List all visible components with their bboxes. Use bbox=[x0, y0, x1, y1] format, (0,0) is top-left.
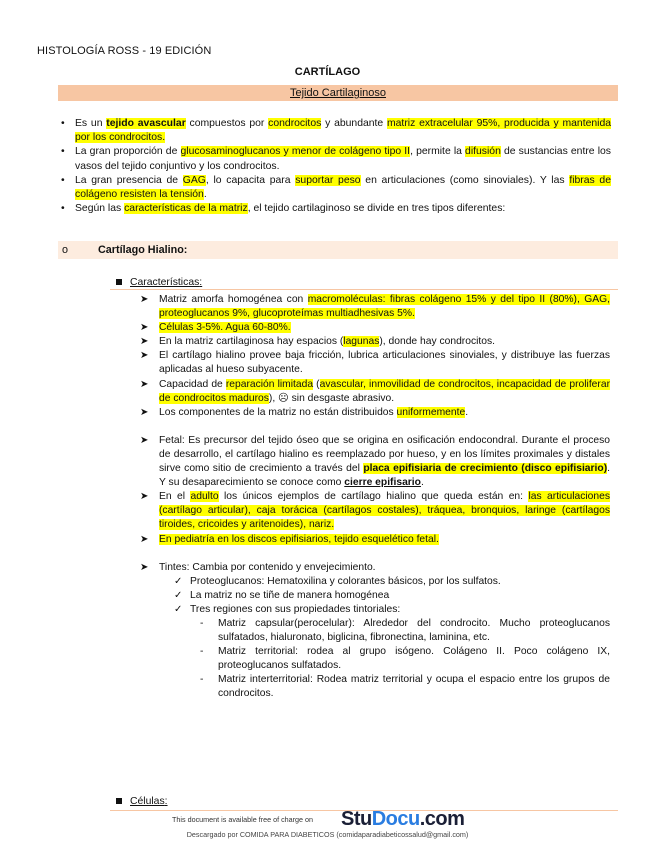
text-run: condrocitos bbox=[268, 118, 322, 129]
text-run: . bbox=[465, 406, 469, 418]
text-run: Según las bbox=[75, 203, 125, 215]
footer-note: This document is available free of charge on bbox=[172, 815, 314, 824]
text-run: La gran presencia de bbox=[75, 174, 183, 186]
text-run: . bbox=[420, 477, 424, 489]
text-run: Los componentes de la matriz no están distribuidos bbox=[159, 406, 397, 418]
text-run: avascular, inmovilidad de condrocitos, incapacidad de proliferar de condrocitos maduros bbox=[159, 378, 610, 404]
text-run: adulto bbox=[190, 491, 219, 503]
text-run: glucosaminoglucanos y menor de colágeno tipo II bbox=[180, 146, 411, 158]
text-run: macromoléculas: fibras colágeno 15% y del tipo II (80%), GAG, proteoglucanos 9%, glucoproteímas multiadhesivas 5%. bbox=[159, 294, 610, 320]
text-run: tejido avascular bbox=[106, 118, 186, 129]
text-run: En el bbox=[159, 491, 191, 503]
text-run: los únicos ejemplos de cartílago hialino que queda están en: bbox=[218, 491, 529, 503]
text-run: , el tejido cartilaginoso se divide en tres tipos diferentes: bbox=[247, 203, 506, 215]
characteristics-list bbox=[140, 293, 610, 702]
text-run: uniformemente bbox=[396, 406, 466, 418]
cells-colon: : bbox=[164, 796, 168, 807]
subsection-heading bbox=[58, 241, 618, 259]
text-run: en articulaciones (como sinoviales). Y las bbox=[360, 174, 570, 186]
text-run: GAG bbox=[182, 174, 206, 186]
text-run: Tintes: Cambia por contenido y envejecimiento. bbox=[159, 561, 376, 573]
characteristics-colon: : bbox=[199, 277, 203, 288]
section-title: Tejido Cartilaginoso bbox=[58, 85, 618, 101]
intro-bullet-item bbox=[59, 202, 611, 216]
dash-list bbox=[198, 617, 610, 702]
logo-part-stu: Stu bbox=[341, 808, 372, 830]
text-run: reparación limitada bbox=[225, 378, 314, 390]
logo-part-com: .com bbox=[419, 808, 465, 830]
text-run: Células 3-5%. Agua 60-80%. bbox=[159, 322, 291, 334]
check-item-text: La matriz no se tiñe de manera homogénea bbox=[190, 589, 390, 601]
text-run: de sustancias entre los vasos del tejido conjuntivo y los condrocitos. bbox=[75, 146, 611, 172]
dash-list-item: - Matriz capsular(perocelular): Alrededor del condrocito. Mucho proteoglucanos sulfatados, hialuronato, biglicina, fibronectina, laminina, etc. bbox=[198, 617, 610, 645]
text-run: Fetal: Es precursor del tejido óseo que se origina en osificación endocondral. Durante el proceso de desarrollo, el cartílago hialino es reemplazado por hueso, y en los límites proximales y distales sirve como sitio de crecimiento a través del bbox=[159, 434, 610, 475]
arrow-list-item bbox=[140, 434, 610, 490]
square-bullet-icon bbox=[116, 798, 122, 804]
dash-list-item: - Matriz territorial: rodea al grupo isógeno. Colágeno II. Poco colágeno IX, proteoglucanos sulfatados. bbox=[198, 645, 610, 673]
subsection-marker: o bbox=[62, 244, 69, 256]
list-spacer bbox=[140, 547, 610, 561]
text-run: compuestos por bbox=[185, 118, 269, 129]
check-item-text: Proteoglucanos: Hematoxilina y colorantes básicos, por los sulfatos. bbox=[190, 575, 501, 587]
text-run: En la matriz cartilaginosa hay espacios ( bbox=[159, 336, 344, 348]
text-run: difusión bbox=[465, 146, 501, 158]
arrow-list-item bbox=[140, 378, 610, 406]
intro-bullet-list bbox=[59, 117, 611, 216]
check-item-text: Tres regiones con sus propiedades tintoriales: bbox=[190, 603, 401, 615]
text-run: , lo capacita para bbox=[205, 174, 296, 186]
text-run: . Y su desaparecimiento se conoce como bbox=[159, 463, 610, 489]
check-list-item bbox=[174, 589, 610, 603]
arrow-list-item bbox=[140, 335, 610, 349]
arrow-list-item bbox=[140, 561, 610, 575]
list-spacer bbox=[140, 420, 610, 434]
intro-bullet-item bbox=[59, 145, 611, 173]
text-run: fibras de colágeno resisten la tensión bbox=[75, 174, 611, 201]
check-list-item bbox=[174, 603, 610, 617]
text-run: y abundante bbox=[321, 118, 387, 129]
text-run: La gran proporción de bbox=[75, 146, 181, 158]
text-run: Capacidad de bbox=[159, 378, 226, 390]
cells-label: Células bbox=[130, 796, 165, 807]
text-run: las articulaciones (cartílago articular), caja torácica (cartílagos costales), tráquea, bronquios, laringe (cartílagos tiroides, cricoides y aritenoides), nariz. bbox=[159, 491, 611, 531]
text-run: ( bbox=[313, 378, 320, 390]
text-run: cierre epifisario bbox=[344, 477, 421, 489]
chapter-title: CARTÍLAGO bbox=[294, 66, 361, 78]
check-list bbox=[174, 575, 610, 702]
arrow-list-item bbox=[140, 293, 610, 321]
intro-bullet-item bbox=[59, 117, 611, 145]
text-run: Matriz amorfa homogénea con bbox=[159, 294, 308, 305]
studocu-logo[interactable] bbox=[341, 808, 464, 831]
arrow-list-item bbox=[140, 349, 610, 377]
download-credit: Descargado por COMIDA PARA DIABETICOS (comidaparadiabeticossalud@gmail.com) bbox=[186, 830, 469, 839]
arrow-list-item bbox=[140, 406, 610, 420]
check-list-item bbox=[174, 575, 610, 589]
dash-list-item: - Matriz interterritorial: Rodea matriz territorial y ocupa el espacio entre los grupos de condrocitos. bbox=[198, 673, 610, 701]
text-run: En pediatría en los discos epifisiarios, tejido esquelético fetal. bbox=[159, 533, 439, 545]
text-run: El cartílago hialino provee baja fricción, lubrica articulaciones sinoviales, y distribuye las fuerzas aplicadas al hueso subyacente. bbox=[159, 350, 610, 376]
text-run: placa epifisiaria de crecimiento (disco epifisiario) bbox=[363, 463, 608, 475]
text-run: suportar peso bbox=[295, 174, 361, 186]
logo-part-docu: Docu bbox=[371, 808, 420, 830]
text-run: ), ☹ sin desgaste abrasivo. bbox=[268, 392, 395, 404]
document-title: HISTOLOGÍA ROSS - 19 EDICIÓN bbox=[37, 45, 212, 57]
arrow-list-item bbox=[140, 490, 610, 532]
text-run: características de la matriz bbox=[124, 203, 248, 215]
intro-bullet-item bbox=[59, 174, 611, 202]
square-bullet-icon bbox=[116, 279, 122, 285]
text-run: Es un bbox=[75, 118, 107, 129]
text-run: . bbox=[203, 189, 207, 201]
footer-banner bbox=[0, 808, 655, 828]
arrow-list-item bbox=[140, 321, 610, 335]
subsection-title: Cartílago Hialino: bbox=[98, 244, 188, 256]
text-run: ), donde hay condrocitos. bbox=[379, 336, 495, 348]
characteristics-label: Características bbox=[130, 277, 200, 288]
text-run: , permite la bbox=[410, 146, 466, 158]
arrow-list-item bbox=[140, 533, 610, 547]
text-run: lagunas bbox=[343, 336, 380, 348]
text-run: matriz extracelular 95%, producida y mantenida por los condrocitos. bbox=[75, 118, 611, 144]
